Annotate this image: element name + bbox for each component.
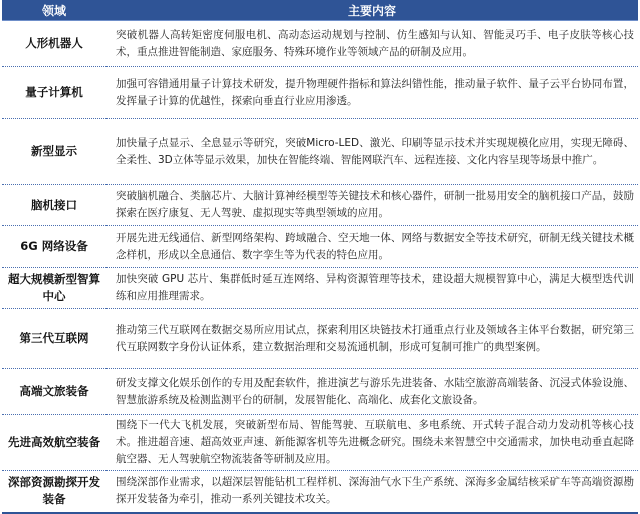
row-field: 第三代互联网 (2, 309, 106, 369)
row-field: 深部资源勘探开发装备 (2, 471, 106, 513)
row-content: 围绕深部作业需求，以超深层智能钻机工程样机、深海油气水下生产系统、深海多金属结核采矿车等高端资源勘探开发装备为牵引，推动一系列关键技术攻关。 (106, 471, 638, 513)
row-content: 开展先进无线通信、新型网络架构、跨域融合、空天地一体、网络与数据安全等技术研究，研制无线关键技术概念样机，形成以全息通信、数字孪生等为代表的特色应用。 (106, 226, 638, 268)
row-content: 研发支撑文化娱乐创作的专用及配套软件，推进演艺与游乐先进装备、水陆空旅游高端装备、沉浸式体验设施、智慧旅游系统及检测监测平台的研制，发展智能化、高端化、成套化文旅设备。 (106, 369, 638, 415)
row-field: 新型显示 (2, 119, 106, 185)
row-content: 推动第三代互联网在数据交易所应用试点，探索利用区块链技术打通重点行业及领域各主体平台数据，研究第三代互联网数字身份认证体系，建立数据治理和交易流通机制，形成可复制可推广的典型案例。 (106, 309, 638, 369)
row-field: 6G 网络设备 (2, 226, 106, 268)
row-field: 高端文旅装备 (2, 369, 106, 415)
table-row (2, 369, 638, 415)
row-field: 人形机器人 (2, 21, 106, 67)
row-content: 突破机器人高转矩密度伺服电机、高动态运动规划与控制、仿生感知与认知、智能灵巧手、电子皮肤等核心技术，重点推进智能制造、家庭服务、特殊环境作业等领域产品的研制及应用。 (106, 21, 638, 67)
row-content: 围绕下一代大飞机发展，突破新型布局、智能驾驶、互联航电、多电系统、开式转子混合动力发动机等核心技术。推进超音速、超高效亚声速、新能源客机等先进概念研究。围绕未来智慧空中交通需求，加快电动垂直起降航空器、无人驾驶航空物流装备等研制及应用。 (106, 415, 638, 471)
table-row (2, 185, 638, 226)
table-header-row (2, 0, 638, 21)
row-field: 超大规模新型智算中心 (2, 268, 106, 309)
industry-table (2, 0, 638, 514)
header-field: 领域 (2, 0, 106, 21)
table-row (2, 309, 638, 369)
row-content: 加强可容错通用量子计算技术研发，提升物理硬件指标和算法纠错性能，推动量子软件、量子云平台协同布置，发挥量子计算的优越性，探索向垂直行业应用渗透。 (106, 67, 638, 119)
table-row (2, 226, 638, 268)
table-row (2, 67, 638, 119)
row-content: 加快突破 GPU 芯片、集群低时延互连网络、异构资源管理等技术，建设超大规模智算中心，满足大模型迭代训练和应用推理需求。 (106, 268, 638, 309)
table-row (2, 268, 638, 309)
row-content: 加快量子点显示、全息显示等研究，突破Micro-LED、激光、印刷等显示技术并实现规模化应用，实现无障碍、全柔性、3D立体等显示效果，加快在智能终端、智能网联汽车、远程连接、文化内容呈现等场景中推广。 (106, 119, 638, 185)
row-field: 脑机接口 (2, 185, 106, 226)
header-content: 主要内容 (106, 0, 638, 21)
table-row (2, 21, 638, 67)
row-field: 量子计算机 (2, 67, 106, 119)
row-field: 先进高效航空装备 (2, 415, 106, 471)
row-content: 突破脑机融合、类脑芯片、大脑计算神经模型等关键技术和核心器件，研制一批易用安全的脑机接口产品，鼓励探索在医疗康复、无人驾驶、虚拟现实等典型领域的应用。 (106, 185, 638, 226)
industry-table-container (2, 0, 638, 514)
table-row (2, 119, 638, 185)
table-row (2, 415, 638, 471)
